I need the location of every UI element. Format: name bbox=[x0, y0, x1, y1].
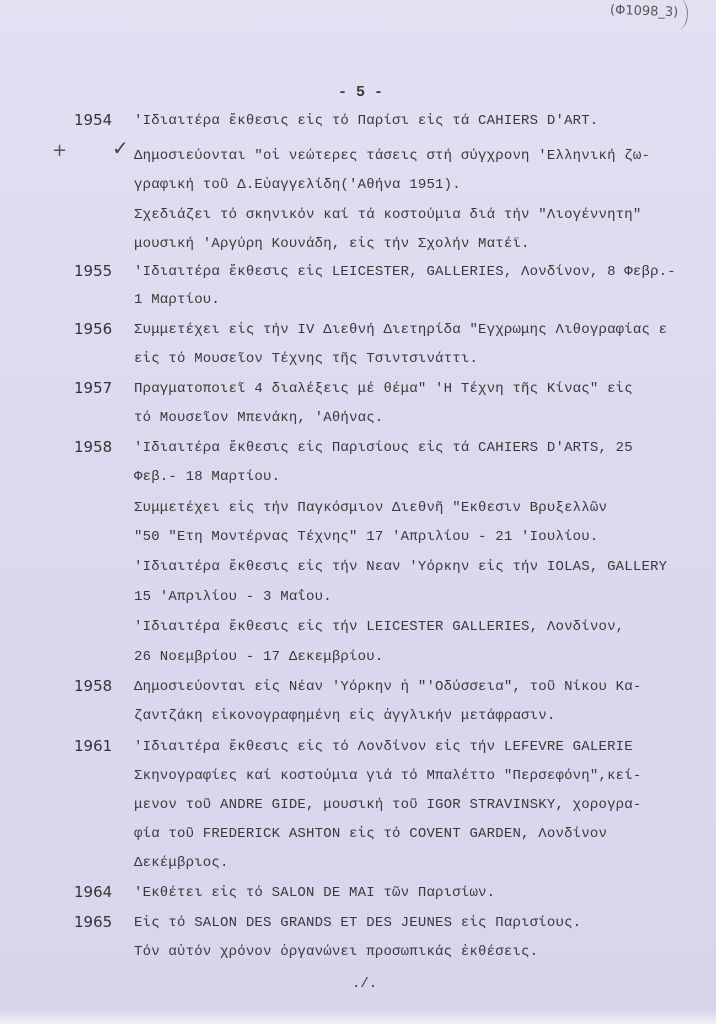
entry-line: 1 Μαρτίου. bbox=[134, 292, 221, 308]
entry-line: "50 "Ετη Μοντέρνας Τέχνης" 17 'Απριλίου - 21 'Ιουλίου. bbox=[134, 529, 599, 545]
year-label: 1964 bbox=[74, 883, 113, 901]
entry-line: Σκηνογραφίες καί κοστούμια γιά τό Μπαλέττο "Περσεφόνη",κεί- bbox=[134, 768, 642, 784]
year-label: 1957 bbox=[74, 379, 113, 397]
end-mark: ./. bbox=[352, 976, 378, 992]
archive-reference: (Φ1098_3) bbox=[609, 2, 679, 21]
margin-plus-mark: + bbox=[52, 140, 68, 161]
year-label: 1958 bbox=[74, 438, 113, 456]
year-label: 1956 bbox=[74, 320, 113, 338]
entry-line: ζαντζάκη εἰκονογραφημένη εἰς ἀγγλικήν μετάφρασιν. bbox=[134, 708, 556, 724]
entry-line: Δημοσιεύονται "οἱ νεώτερες τάσεις στή σύγχρονη 'Ελληνική ζω- bbox=[134, 148, 651, 164]
entry-line: 'Ιδιαιτέρα ἔκθεσις εἰς Παρισίους εἰς τά CAHIERS D'ARTS, 25 bbox=[134, 440, 633, 456]
year-label: 1961 bbox=[74, 737, 113, 755]
entry-line: 'Ιδιαιτέρα ἔκθεσις εἰς τήν Νεαν 'Υόρκην εἰς τήν IOLAS, GALLERY bbox=[134, 559, 668, 575]
entry-line: 'Ιδιαιτέρα ἔκθεσις εἰς τό Παρίσι εἰς τά CAHIERS D'ART. bbox=[134, 113, 599, 129]
entry-line: Δημοσιεύονται εἰς Νέαν 'Υόρκην ἡ "'Οδύσσεια", τοῦ Νίκου Κα- bbox=[134, 679, 642, 695]
year-label: 1958 bbox=[74, 677, 113, 695]
entry-line: Φεβ.- 18 Μαρτίου. bbox=[134, 469, 281, 485]
entry-line: Εἰς τό SALON DES GRANDS ET DES JEUNES εἰς Παρισίους. bbox=[134, 915, 582, 931]
entry-line: Σχεδιάζει τό σκηνικόν καί τά κοστούμια διά τήν "Λιογέννητη" bbox=[134, 207, 642, 223]
entry-line: φία τοῦ FREDERICK ASHTON εἰς τό COVENT GARDEN, Λονδίνον bbox=[134, 826, 608, 842]
entry-line: Πραγματοποιεῖ 4 διαλέξεις μέ θέμα" 'Η Τέχνη τῆς Κίνας" εἰς bbox=[134, 381, 633, 397]
entry-line: 'Ιδιαιτέρα ἔκθεσις εἰς τό Λονδίνον εἰς τήν LEFEVRE GALERIE bbox=[134, 739, 633, 755]
entry-line: Δεκέμβριος. bbox=[134, 855, 229, 871]
year-label: 1954 bbox=[74, 111, 113, 129]
entry-line: Συμμετέχει εἰς τήν IV Διεθνή Διετηρίδα "Εγχρωμης Λιθογραφίας ε bbox=[134, 322, 668, 338]
entry-line: Συμμετέχει εἰς τήν Παγκόσμιον Διεθνῆ "Εκθεσιν Βρυξελλῶν bbox=[134, 500, 608, 516]
margin-check-mark: ✓ bbox=[112, 136, 129, 160]
entry-line: 15 'Απριλίου - 3 Μαΐου. bbox=[134, 589, 332, 605]
entry-line: Τόν αὐτόν χρόνον ὀργανώνει προσωπικάς ἐκθέσεις. bbox=[134, 944, 539, 960]
page-number: - 5 - bbox=[338, 84, 384, 101]
entry-line: μενον τοῦ ANDRE GIDE, μουσική τοῦ IGOR STRAVINSKY, χορογρα- bbox=[134, 797, 642, 813]
year-label: 1965 bbox=[74, 913, 113, 931]
entry-line: 'Ιδιαιτέρα ἔκθεσις εἰς τήν LEICESTER GALLERIES, Λονδίνον, bbox=[134, 619, 625, 635]
entry-line: μουσική 'Αργύρη Κουνάδη, εἰς τήν Σχολήν Ματέϊ. bbox=[134, 236, 530, 252]
entry-line: 26 Νοεμβρίου - 17 Δεκεμβρίου. bbox=[134, 649, 384, 665]
entry-line: 'Ιδιαιτέρα ἔκθεσις εἰς LEICESTER, GALLERIES, Λονδίνον, 8 Φεβρ.- bbox=[134, 264, 676, 280]
entry-line: γραφική τοῦ Δ.Εὐαγγελίδη('Αθήνα 1951). bbox=[134, 177, 461, 193]
paper-edge bbox=[0, 1010, 716, 1024]
entry-line: τό Μουσεῖον Μπενάκη, 'Αθήνας. bbox=[134, 410, 384, 426]
year-label: 1955 bbox=[74, 262, 113, 280]
entry-line: 'Εκθέτει εἰς τό SALON DE MAI τῶν Παρισίων. bbox=[134, 885, 496, 901]
entry-line: εἰς τό Μουσεῖον Τέχνης τῆς Τσιντσινάττι. bbox=[134, 351, 479, 367]
